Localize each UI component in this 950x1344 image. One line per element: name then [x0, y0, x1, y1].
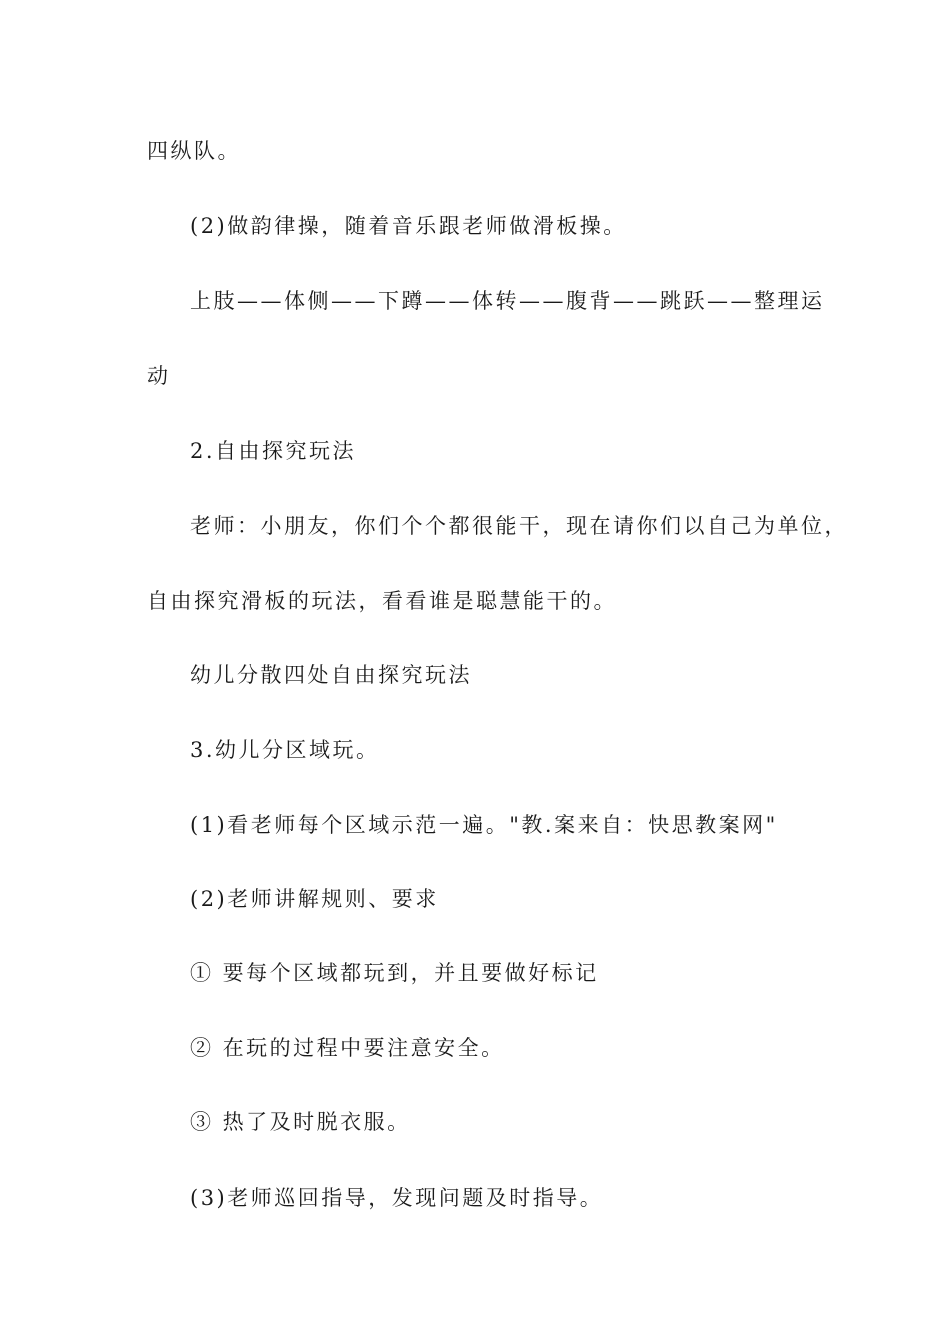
list-item: ② 在玩的过程中要注意安全。: [190, 1036, 505, 1060]
text-line: 幼儿分散四处自由探究玩法: [190, 663, 472, 687]
section-heading: 2.自由探究玩法: [190, 439, 357, 463]
text-line: 四纵队。: [147, 139, 241, 163]
text-line: (2)做韵律操，随着音乐跟老师做滑板操。: [190, 214, 627, 238]
text-line: 老师：小朋友，你们个个都很能干，现在请你们以自己为单位，: [190, 514, 848, 538]
list-item: ③ 热了及时脱衣服。: [190, 1110, 411, 1134]
text-line: 动: [147, 364, 171, 388]
text-line: (1)看老师每个区域示范一遍。"教.案来自：快思教案网": [190, 813, 778, 837]
text-line: 自由探究滑板的玩法，看看谁是聪慧能干的。: [147, 589, 617, 613]
section-heading: 3.幼儿分区域玩。: [190, 738, 380, 762]
text-line: 上肢——体侧——下蹲——体转——腹背——跳跃——整理运: [190, 289, 825, 313]
text-line: (3)老师巡回指导，发现问题及时指导。: [190, 1186, 604, 1210]
text-line: (2)老师讲解规则、要求: [190, 887, 439, 911]
list-item: ① 要每个区域都玩到，并且要做好标记: [190, 961, 599, 985]
